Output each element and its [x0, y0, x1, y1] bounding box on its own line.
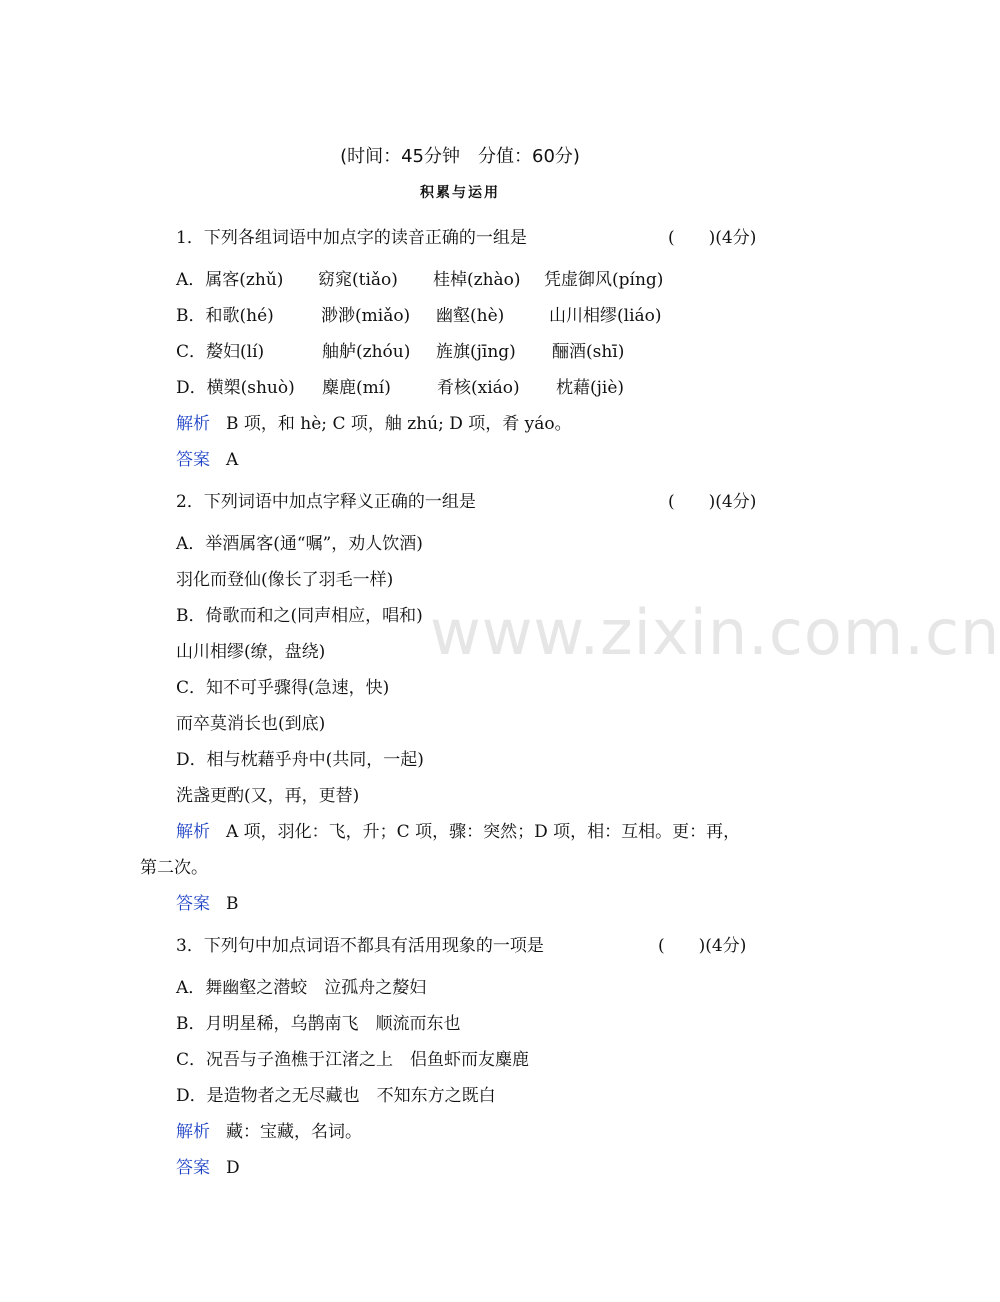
answer-text: D — [226, 1158, 240, 1178]
q2-line-7: D．相与枕藉乎舟中(共同，一起) — [176, 750, 424, 770]
q3-analysis — [176, 1120, 362, 1144]
q3-option-d: D．是造物者之无尽藏也 不知东方之既白 — [176, 1086, 496, 1106]
q1-option-b-2: 渺渺(miǎo) — [321, 306, 411, 326]
watermark: www.zixin.com.cn — [430, 596, 1000, 669]
q1-option-c-2: 舳舻(zhóu) — [322, 342, 411, 362]
analysis-label: 解析 — [176, 1122, 210, 1142]
q1-option-a-1: A．属客(zhǔ) — [176, 270, 284, 290]
analysis-text: 藏：宝藏，名词。 — [226, 1122, 362, 1142]
q2-line-6: 而卒莫消长也(到底) — [176, 714, 326, 734]
q1-option-a-2: 窈窕(tiǎo) — [318, 270, 398, 290]
q1-option-d-3: 肴核(xiáo) — [437, 378, 520, 398]
q2-line-4: 山川相缪(缭，盘绕) — [176, 642, 326, 662]
time-score-header: (时间：45分钟 分值：60分) — [340, 146, 580, 167]
answer-label: 答案 — [176, 1158, 210, 1178]
q2-analysis-cont: 第二次。 — [140, 858, 208, 878]
q2-line-3: B．倚歌而和之(同声相应，唱和) — [176, 606, 423, 626]
answer-label: 答案 — [176, 450, 210, 470]
q1-option-b-1: B．和歌(hé) — [176, 306, 274, 326]
q3-answer — [176, 1156, 240, 1180]
q1-option-b-3: 幽壑(hè) — [436, 306, 505, 326]
q3-option-c: C．况吾与子渔樵于江渚之上 侣鱼虾而友麋鹿 — [176, 1050, 530, 1070]
section-title: 积累与运用 — [420, 185, 500, 201]
answer-text: A — [226, 450, 239, 470]
q1-option-c-3: 旌旗(jīng) — [436, 342, 516, 362]
q2-analysis — [176, 820, 740, 844]
q1-option-d-1: D．横槊(shuò) — [176, 378, 295, 398]
analysis-text: B 项，和 hè; C 项，舳 zhú; D 项，肴 yáo。 — [226, 414, 572, 434]
answer-text: B — [226, 894, 239, 914]
q3-option-b: B．月明星稀，乌鹊南飞 顺流而东也 — [176, 1014, 461, 1034]
q1-option-a-3: 桂棹(zhào) — [433, 270, 521, 290]
q1-answer — [176, 448, 238, 472]
answer-label: 答案 — [176, 894, 210, 914]
q1-score: ( )(4分) — [668, 228, 757, 248]
q2-line-5: C．知不可乎骤得(急速，快) — [176, 678, 390, 698]
q1-analysis — [176, 412, 572, 436]
analysis-text: A 项，羽化：飞，升；C 项，骤：突然；D 项，相：互相。更：再， — [226, 822, 741, 842]
q3-option-a: A．舞幽壑之潜蛟 泣孤舟之嫠妇 — [176, 978, 427, 998]
q3-score: ( )(4分) — [658, 936, 747, 956]
analysis-label: 解析 — [176, 414, 210, 434]
q1-stem: 1．下列各组词语中加点字的读音正确的一组是 — [176, 228, 527, 248]
q1-option-a-4: 凭虚御风(píng) — [544, 270, 664, 290]
analysis-label: 解析 — [176, 822, 210, 842]
q3-stem: 3．下列句中加点词语不都具有活用现象的一项是 — [176, 936, 544, 956]
q1-option-c-1: C．嫠妇(lí) — [176, 342, 265, 362]
q1-option-b-4: 山川相缪(liáo) — [549, 306, 662, 326]
q2-stem: 2．下列词语中加点字释义正确的一组是 — [176, 492, 476, 512]
q2-line-2: 羽化而登仙(像长了羽毛一样) — [176, 570, 394, 590]
q2-line-8: 洗盏更酌(又，再，更替) — [176, 786, 360, 806]
q1-option-d-2: 麋鹿(mí) — [322, 378, 391, 398]
q2-line-1: A．举酒属客(通“嘱”，劝人饮酒) — [176, 534, 423, 554]
q1-option-d-4: 枕藉(jiè) — [556, 378, 625, 398]
q1-option-c-4: 酾酒(shī) — [552, 342, 625, 362]
q2-answer — [176, 892, 239, 916]
q2-score: ( )(4分) — [668, 492, 757, 512]
